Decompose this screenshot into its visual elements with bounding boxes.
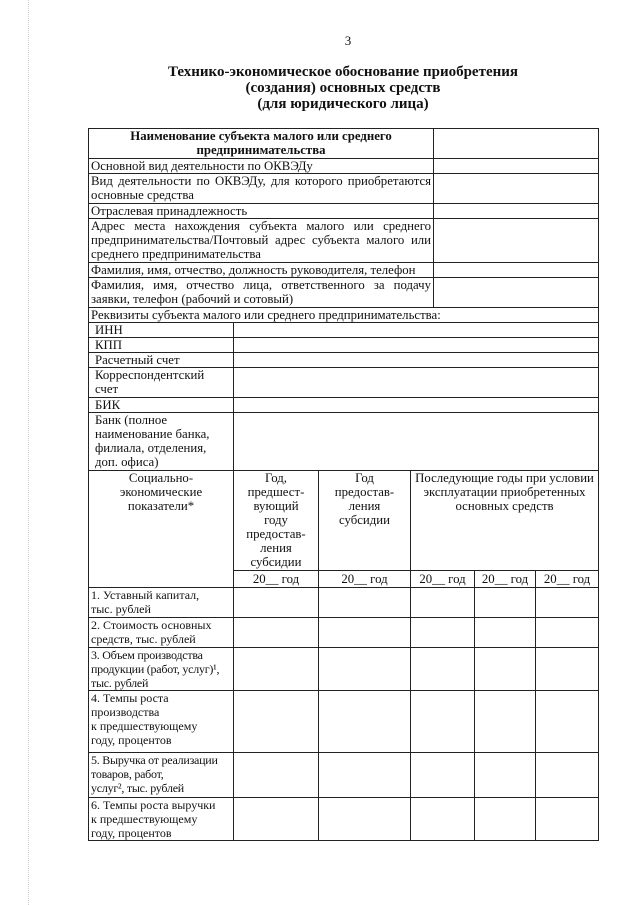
revenue-growth-label: 6. Темпы роста выручки к предшествующему году, процентов xyxy=(89,798,234,841)
table-body xyxy=(89,129,599,841)
following-year-1-label: 20__ год xyxy=(411,571,475,588)
subsidy-year-header: Год предостав- ления субсидии xyxy=(319,471,411,571)
inn-label: ИНН xyxy=(89,323,234,338)
table-row xyxy=(89,398,599,413)
okved-activity-for-assets-label: Вид деятельности по ОКВЭДу, для которого приобретаются основные средства xyxy=(89,174,434,204)
indicator-value-prev-year xyxy=(234,798,319,841)
following-year-2-label: 20__ год xyxy=(475,571,536,588)
inn-value xyxy=(234,323,599,338)
prev-year-header: Год, предшест- вующий году предостав- ления субсидии xyxy=(234,471,319,571)
indicator-value-following-year-3 xyxy=(536,648,599,691)
table-row xyxy=(89,753,599,798)
indicator-value-following-year-1 xyxy=(411,691,475,753)
document-title-line-2: (создания) основных средств xyxy=(245,80,441,96)
kpp-value xyxy=(234,338,599,353)
industry-value xyxy=(434,204,599,219)
table-row xyxy=(89,588,599,618)
head-contact-label: Фамилия, имя, отчество, должность руководителя, телефон xyxy=(89,263,434,278)
indicator-value-following-year-3 xyxy=(536,588,599,618)
address-value xyxy=(434,219,599,263)
okved-activity-for-assets-value xyxy=(434,174,599,204)
indicator-value-following-year-1 xyxy=(411,618,475,648)
bank-value xyxy=(234,413,599,471)
indicator-value-subsidy-year xyxy=(319,618,411,648)
document-title-line-3: (для юридического лица) xyxy=(257,96,429,112)
indicator-value-following-year-3 xyxy=(536,798,599,841)
bik-value xyxy=(234,398,599,413)
indicator-value-subsidy-year xyxy=(319,588,411,618)
applicant-contact-value xyxy=(434,278,599,308)
indicator-value-subsidy-year xyxy=(319,753,411,798)
address-label: Адрес места нахождения субъекта малого или среднего предпринимательства/Почтовый адрес субъекта малого или среднего предпринимательства xyxy=(89,219,434,263)
indicator-value-following-year-3 xyxy=(536,691,599,753)
bik-label: БИК xyxy=(89,398,234,413)
table-row xyxy=(89,691,599,753)
indicator-value-subsidy-year xyxy=(319,648,411,691)
subsidy-year-label: 20__ год xyxy=(319,571,411,588)
bank-label: Банк (полное наименование банка, филиала, отделения, доп. офиса) xyxy=(89,413,234,471)
settlement-account-label: Расчетный счет xyxy=(89,353,234,368)
prev-year-label: 20__ год xyxy=(234,571,319,588)
sales-revenue-label: 5. Выручка от реализации товаров, работ, услуг², тыс. рублей xyxy=(89,753,234,798)
indicator-value-following-year-2 xyxy=(475,648,536,691)
table-row xyxy=(89,648,599,691)
indicator-value-following-year-2 xyxy=(475,588,536,618)
fixed-assets-value-label: 2. Стоимость основных средств, тыс. рублей xyxy=(89,618,234,648)
following-years-header: Последующие годы при условии эксплуатации приобретенных основных средств xyxy=(411,471,599,571)
table-row xyxy=(89,159,599,174)
smb-name-value xyxy=(434,129,599,159)
correspondent-account-label: Корреспондентский счет xyxy=(89,368,234,398)
indicator-value-prev-year xyxy=(234,588,319,618)
applicant-contact-label: Фамилия, имя, отчество лица, ответственного за подачу заявки, телефон (рабочий и сотовый) xyxy=(89,278,434,308)
correspondent-account-value xyxy=(234,368,599,398)
head-contact-value xyxy=(434,263,599,278)
table-row xyxy=(89,353,599,368)
settlement-account-value xyxy=(234,353,599,368)
production-growth-label: 4. Темпы роста производства к предшествующему году, процентов xyxy=(89,691,234,753)
indicator-value-subsidy-year xyxy=(319,691,411,753)
kpp-label: КПП xyxy=(89,338,234,353)
table-row xyxy=(89,368,599,398)
table-row xyxy=(89,219,599,263)
indicator-value-prev-year xyxy=(234,648,319,691)
indicator-value-prev-year xyxy=(234,618,319,648)
table-row xyxy=(89,413,599,471)
table-row xyxy=(89,204,599,219)
table-row xyxy=(89,174,599,204)
table-row xyxy=(89,323,599,338)
main-okved-activity-label: Основной вид деятельности по ОКВЭДу xyxy=(89,159,434,174)
indicator-value-following-year-2 xyxy=(475,753,536,798)
indicator-value-following-year-1 xyxy=(411,798,475,841)
table-row xyxy=(89,278,599,308)
table-row xyxy=(89,338,599,353)
page-number: 3 xyxy=(344,33,352,48)
indicator-value-following-year-1 xyxy=(411,648,475,691)
document-title-line-1: Технико-экономическое обоснование приобретения xyxy=(167,64,519,80)
table-row xyxy=(89,308,599,323)
indicator-value-following-year-2 xyxy=(475,798,536,841)
indicator-value-subsidy-year xyxy=(319,798,411,841)
indicator-value-following-year-1 xyxy=(411,588,475,618)
indicator-value-following-year-1 xyxy=(411,753,475,798)
table-row xyxy=(89,618,599,648)
smb-name-label: Наименование субъекта малого или среднего предпринимательства xyxy=(89,129,434,159)
following-year-3-label: 20__ год xyxy=(536,571,599,588)
feasibility-study-table xyxy=(88,128,599,841)
indicator-value-prev-year xyxy=(234,691,319,753)
requisites-heading: Реквизиты субъекта малого или среднего предпринимательства: xyxy=(89,308,599,323)
indicator-value-prev-year xyxy=(234,753,319,798)
indicator-value-following-year-2 xyxy=(475,618,536,648)
main-okved-activity-value xyxy=(434,159,599,174)
charter-capital-label: 1. Уставный капитал, тыс. рублей xyxy=(89,588,234,618)
table-row xyxy=(89,798,599,841)
industry-label: Отраслевая принадлежность xyxy=(89,204,434,219)
indicator-value-following-year-3 xyxy=(536,618,599,648)
table-row xyxy=(89,129,599,159)
scan-margin-line xyxy=(28,0,29,905)
document-title xyxy=(88,64,598,112)
table-row xyxy=(89,471,599,571)
indicators-header: Социально- экономические показатели* xyxy=(89,471,234,588)
production-volume-label: 3. Объем производства продукции (работ, услуг)¹, тыс. рублей xyxy=(89,648,234,691)
indicator-value-following-year-2 xyxy=(475,691,536,753)
indicator-value-following-year-3 xyxy=(536,753,599,798)
table-row xyxy=(89,263,599,278)
